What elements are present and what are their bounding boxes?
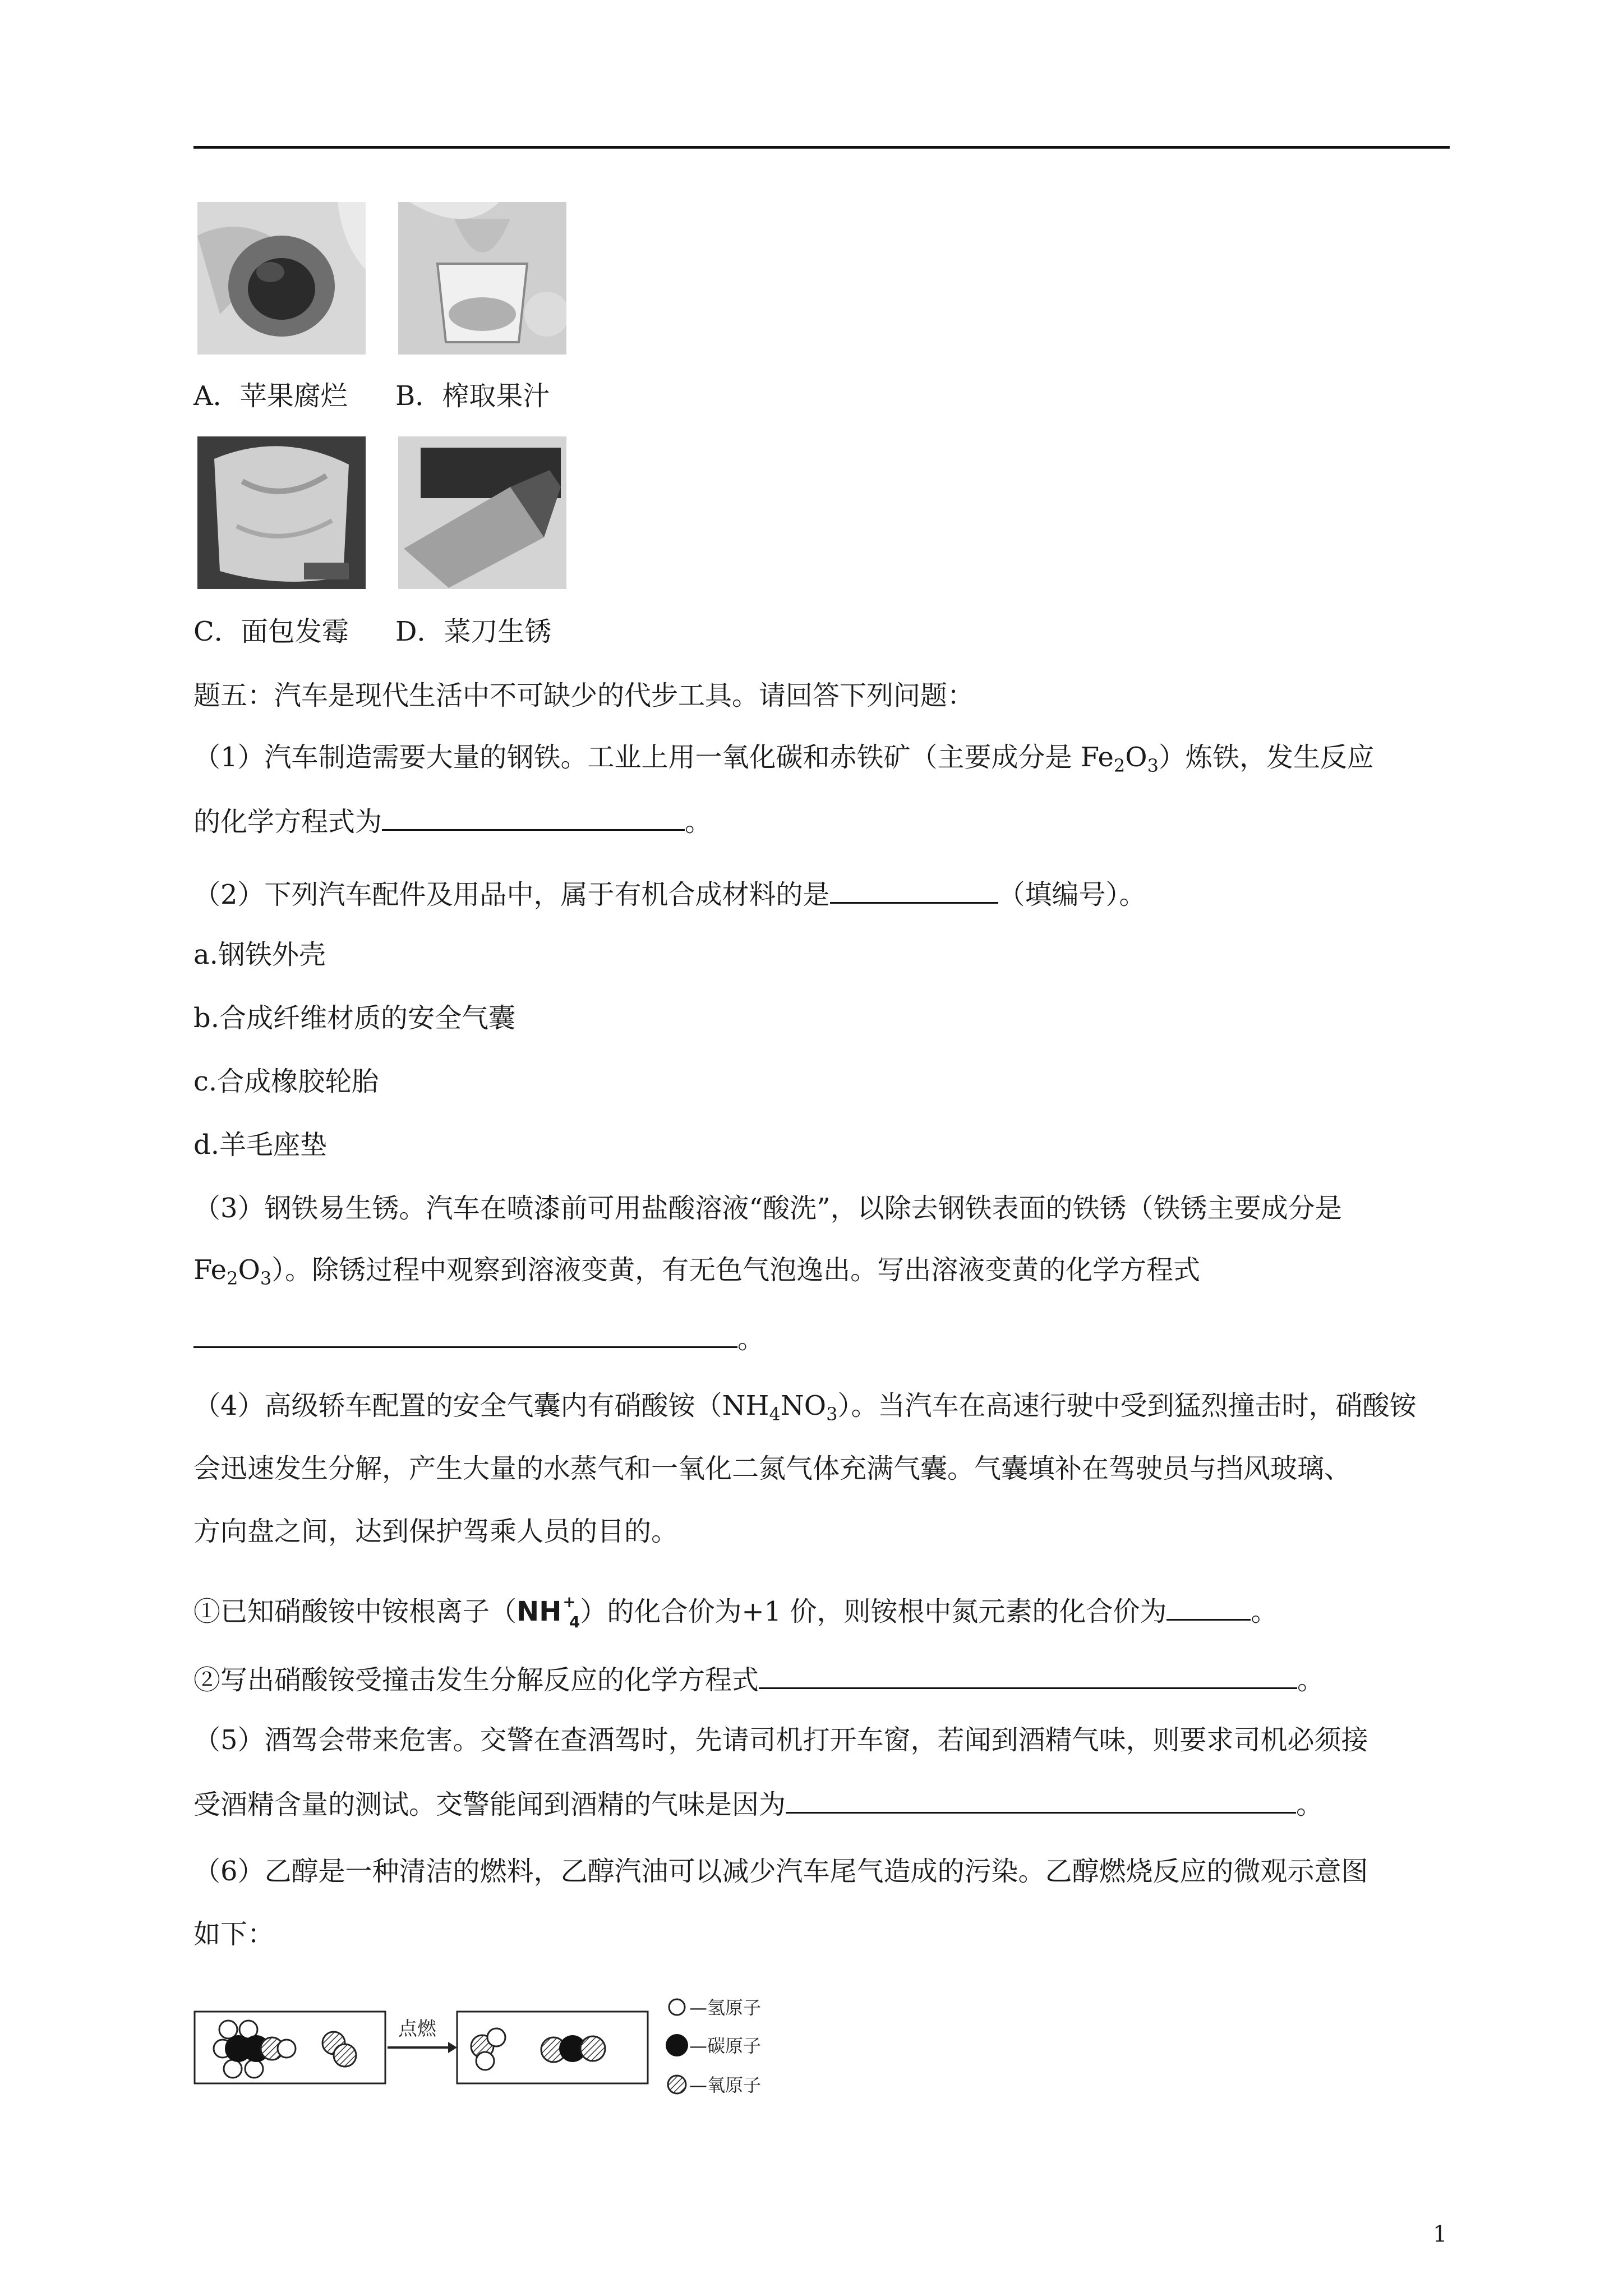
q1-answer-blank[interactable] bbox=[382, 802, 685, 831]
q1-line2: 的化学方程式为 。 bbox=[193, 802, 712, 839]
q2-line: （2）下列汽车配件及用品中，属于有机合成材料的是 （填编号）。 bbox=[193, 875, 1146, 912]
oxygen-legend-icon bbox=[668, 2076, 686, 2093]
q2-option-c: c.合成橡胶轮胎 bbox=[193, 1066, 379, 1097]
rusty-knife-image bbox=[398, 436, 566, 589]
q4-sub1: ①已知硝酸铵中铵根离子$(NH^+_4)$的化合价为+1 价，则铵根中氮元素的化合价为 。 bbox=[193, 1593, 1278, 1631]
mouldy-bread-image bbox=[197, 436, 366, 589]
q4-2-answer-blank[interactable] bbox=[759, 1660, 1297, 1689]
q4-sub2: ②写出硝酸铵受撞击发生分解反应的化学方程式 。 bbox=[193, 1660, 1324, 1697]
q5-line1: （5）酒驾会带来危害。交警在查酒驾时，先请司机打开车窗，若闻到酒精气味，则要求司机必须接 bbox=[193, 1724, 1368, 1756]
q5-line2: 受酒精含量的测试。交警能闻到酒精的气味是因为 。 bbox=[193, 1785, 1323, 1821]
question5-title: 题五：汽车是现代生活中不可缺少的代步工具。请回答下列问题： bbox=[193, 680, 975, 711]
ammonium-ion-formula: $NH^+_4$ bbox=[517, 1593, 580, 1631]
option-c-label: C．面包发霉 bbox=[193, 616, 349, 647]
legend-hydrogen: —氢原子 bbox=[689, 1997, 762, 2018]
option-a-label: A．苹果腐烂 bbox=[193, 380, 348, 412]
ethanol-combustion-diagram bbox=[193, 1995, 822, 2113]
q2-option-d: d.羊毛座垫 bbox=[193, 1129, 327, 1161]
option-b-label: B．榨取果汁 bbox=[395, 380, 550, 412]
q4-line3: 方向盘之间，达到保护驾乘人员的目的。 bbox=[193, 1516, 679, 1547]
q6-line1: （6）乙醇是一种清洁的燃料，乙醇汽油可以减少汽车尾气造成的污染。乙醇燃烧反应的微观示意图 bbox=[193, 1856, 1368, 1887]
q6-line2: 如下： bbox=[193, 1918, 275, 1950]
q3-line1: （3）钢铁易生锈。汽车在喷漆前可用盐酸溶液“酸洗”，以除去钢铁表面的铁锈（铁锈主要成分是 bbox=[193, 1193, 1342, 1224]
carbon-legend-icon bbox=[666, 2034, 688, 2056]
page-number: 1 bbox=[1433, 2221, 1447, 2247]
q3-answer-blank[interactable] bbox=[193, 1319, 737, 1348]
rotten-apple-image bbox=[197, 202, 366, 355]
q4-line1: （4）高级轿车配置的安全气囊内有硝酸铵$(NH_4NO_3)$。当汽车在高速行驶中受到猛烈撞击时，硝酸铵 bbox=[193, 1390, 1417, 1425]
legend-carbon: —碳原子 bbox=[689, 2035, 762, 2056]
q2-option-b: b.合成纤维材质的安全气囊 bbox=[193, 1002, 515, 1034]
juicing-image bbox=[398, 202, 566, 355]
option-d-label: D．菜刀生锈 bbox=[395, 616, 552, 647]
q4-line2: 会迅速发生分解，产生大量的水蒸气和一氧化二氮气体充满气囊。气囊填补在驾驶员与挡风玻璃、 bbox=[193, 1453, 1352, 1484]
header-rule bbox=[193, 146, 1450, 149]
q2-option-a: a.钢铁外壳 bbox=[193, 939, 326, 970]
q4-1-answer-blank[interactable] bbox=[1166, 1592, 1251, 1621]
q2-answer-blank[interactable] bbox=[830, 875, 998, 904]
q5-answer-blank[interactable] bbox=[786, 1785, 1296, 1814]
q3-line3: 。 bbox=[193, 1319, 764, 1356]
hydrogen-legend-icon bbox=[669, 1999, 685, 2015]
legend-oxygen: —氧原子 bbox=[689, 2074, 762, 2096]
q1-line1: （1）汽车制造需要大量的钢铁。工业上用一氧化碳和赤铁矿（主要成分是 $Fe_2O_3$）炼铁，发生反应 bbox=[193, 742, 1374, 776]
arrow-label: 点燃 bbox=[398, 2018, 436, 2040]
q3-line2: $Fe_2O_3$）。除锈过程中观察到溶液变黄，有无色气泡逸出。写出溶液变黄的化学方程式 bbox=[193, 1254, 1201, 1289]
